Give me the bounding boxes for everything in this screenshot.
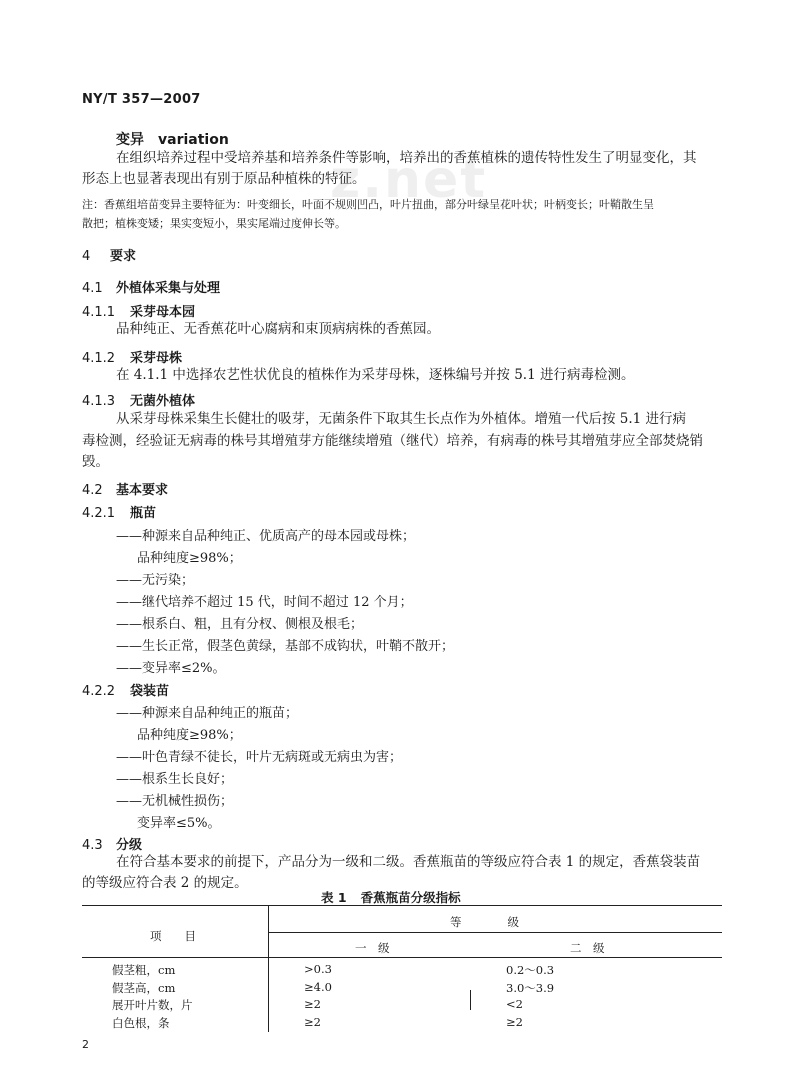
table-cell-grade-2: ≥2 — [506, 1015, 523, 1029]
list-item: ——种源来自品种纯正的瓶苗； — [116, 706, 299, 721]
definition-note-line-2: 散把；植株变矮；果实变短小，果实尾端过度伸长等。 — [82, 217, 346, 230]
table-header-rule — [82, 957, 722, 958]
section-4-1-heading — [82, 277, 220, 296]
section-title: 采芽母本园 — [130, 305, 196, 320]
section-title: 瓶苗 — [130, 506, 157, 521]
section-number: 4.2.2 — [82, 684, 116, 699]
table-column-divider — [268, 906, 269, 1032]
table-grade-divider — [268, 932, 722, 933]
list-item: ——叶色青绿不徒长，叶片无病斑或无病虫为害； — [116, 750, 403, 765]
list-item: 变异率≤5%。 — [137, 816, 221, 831]
table-cell-item: 白色根，条 — [112, 1016, 170, 1030]
page-number: 2 — [82, 1038, 89, 1051]
section-4-1-2-heading — [82, 347, 182, 366]
table-caption-number: 表 1 — [321, 890, 347, 905]
list-item: 品种纯度≥98%； — [137, 728, 242, 743]
section-number: 4.1 — [82, 281, 103, 296]
definition-term: 变异 variation — [116, 132, 229, 148]
table-top-rule — [82, 905, 722, 906]
list-item: ——继代培养不超过 15 代，时间不超过 12 个月； — [116, 595, 413, 610]
section-4-3-line-2: 的等级应符合表 2 的规定。 — [82, 875, 248, 891]
section-title: 分级 — [116, 838, 143, 853]
section-4-1-3-line-1: 从采芽母株采集生长健壮的吸芽，无菌条件下取其生长点作为外植体。增殖一代后按 5.1 进行病 — [116, 411, 687, 427]
table-cell-grade-2: 0.2～0.3 — [506, 963, 555, 977]
section-4-1-3-heading — [82, 390, 195, 409]
table-cell-grade-1: ≥4.0 — [304, 980, 332, 994]
table-caption — [321, 888, 461, 906]
section-4-2-2-heading — [82, 680, 169, 699]
standard-code: NY/T 357—2007 — [82, 92, 201, 107]
section-number: 4.2.1 — [82, 506, 116, 521]
list-item: 品种纯度≥98%； — [137, 551, 242, 566]
table-cell-grade-1: >0.3 — [304, 962, 332, 976]
list-item: ——生长正常，假茎色黄绿，基部不成钩状，叶鞘不散开； — [116, 639, 455, 654]
section-4-1-2-text: 在 4.1.1 中选择农艺性状优良的植株作为采芽母株，逐株编号并按 5.1 进行病毒检测。 — [116, 367, 635, 383]
section-title: 基本要求 — [116, 483, 169, 498]
section-number: 4.1.2 — [82, 351, 116, 366]
table-cell-grade-2: 3.0～3.9 — [506, 981, 555, 995]
section-4-heading — [82, 245, 136, 264]
section-4-2-1-heading — [82, 502, 156, 521]
list-item: ——根系白、粗，且有分杈、侧根及根毛； — [116, 617, 364, 632]
section-4-2-heading — [82, 479, 168, 498]
list-item: ——种源来自品种纯正、优质高产的母本园或母株； — [116, 529, 416, 544]
section-number: 4.1.3 — [82, 394, 116, 409]
section-title: 袋装苗 — [130, 684, 170, 699]
section-number: 4.3 — [82, 838, 103, 853]
table-header-grade-1: 一 级 — [355, 941, 390, 955]
section-number: 4.2 — [82, 483, 103, 498]
definition-note-line-1: 注：香蕉组培苗变异主要特征为：叶变细长，叶面不规则凹凸，叶片扭曲，部分叶绿呈花叶状；叶柄变长；叶鞘散生呈 — [82, 198, 654, 211]
list-item: ——无机械性损伤； — [116, 794, 234, 809]
section-4-3-line-1: 在符合基本要求的前提下，产品分为一级和二级。香蕉瓶苗的等级应符合表 1 的规定，香蕉袋装苗 — [116, 854, 701, 870]
table-cell-item: 展开叶片数，片 — [112, 998, 193, 1012]
definition-line-2: 形态上也显著表现出有别于原品种植株的特征。 — [82, 171, 366, 187]
table-cell-item: 假茎粗，cm — [112, 963, 176, 977]
list-item: ——无污染； — [116, 573, 195, 588]
section-4-1-1-text: 品种纯正、无香蕉花叶心腐病和束顶病病株的香蕉园。 — [116, 321, 440, 337]
table-caption-title: 香蕉瓶苗分级指标 — [360, 890, 461, 905]
section-4-1-3-line-3: 毁。 — [82, 454, 109, 470]
section-number: 4 — [82, 249, 91, 264]
table-cell-item: 假茎高，cm — [112, 981, 176, 995]
section-4-3-heading — [82, 834, 142, 853]
watermark: z.net — [330, 150, 488, 210]
list-item: ——根系生长良好； — [116, 772, 234, 787]
section-title: 外植体采集与处理 — [116, 281, 221, 296]
table-grade-column-divider — [470, 990, 471, 1010]
section-number: 4.1.1 — [82, 305, 116, 320]
definition-line-1: 在组织培养过程中受培养基和培养条件等影响，培养出的香蕉植株的遗传特性发生了明显变化，其 — [116, 150, 697, 166]
section-title: 要求 — [110, 249, 137, 264]
table-cell-grade-1: ≥2 — [304, 1015, 321, 1029]
table-header-grade: 等 级 — [450, 915, 519, 929]
table-cell-grade-2: <2 — [506, 997, 523, 1011]
section-title: 采芽母株 — [130, 351, 183, 366]
table-header-grade-2: 二 级 — [570, 941, 605, 955]
section-4-1-3-line-2: 毒检测，经验证无病毒的株号其增殖芽方能继续增殖（继代）培养，有病毒的株号其增殖芽应全部焚烧销 — [82, 433, 703, 449]
table-header-item: 项 目 — [150, 929, 196, 943]
list-item: ——变异率≤2%。 — [116, 661, 226, 676]
section-title: 无菌外植体 — [130, 394, 196, 409]
section-4-1-1-heading — [82, 301, 195, 320]
table-cell-grade-1: ≥2 — [304, 997, 321, 1011]
